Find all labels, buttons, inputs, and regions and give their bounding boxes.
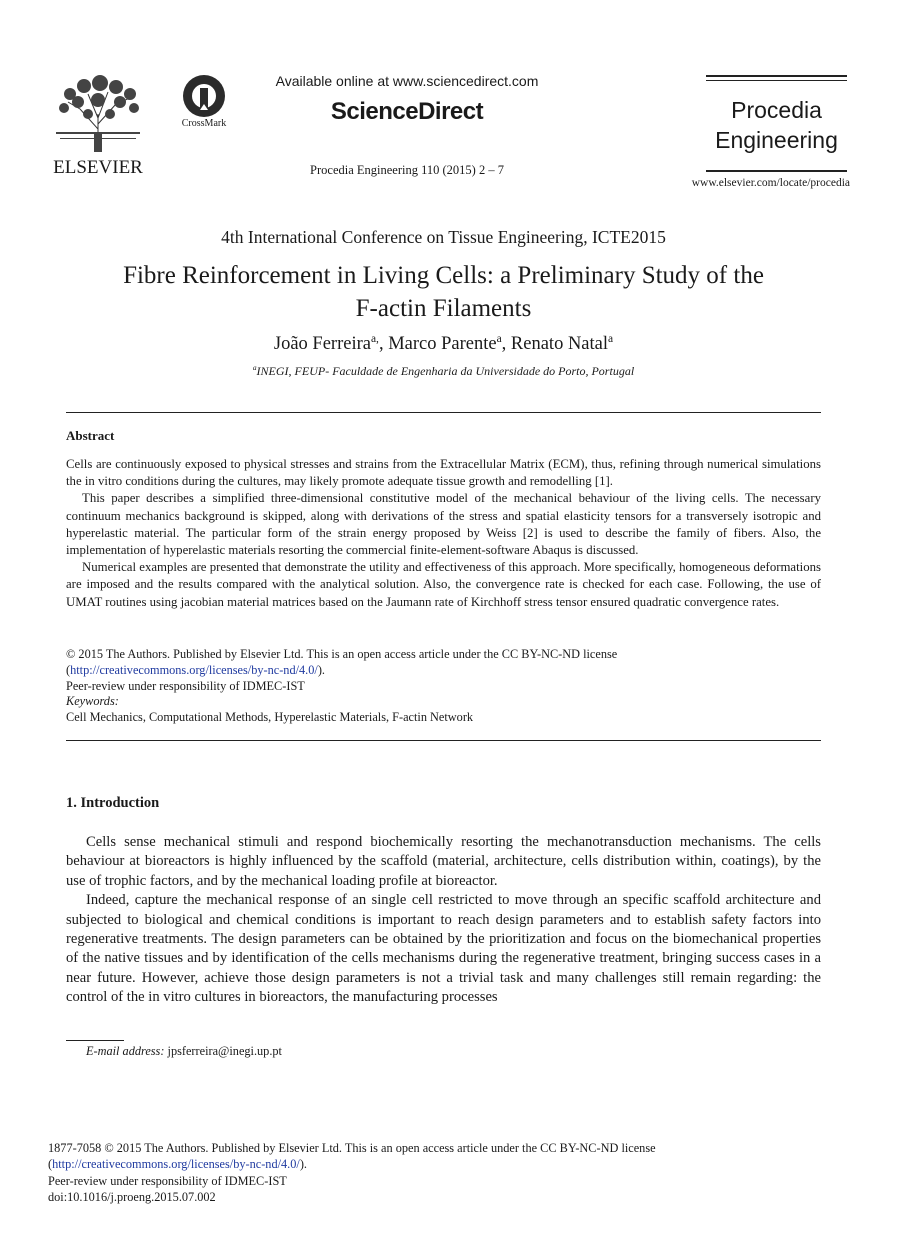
abstract-top-rule bbox=[66, 412, 821, 413]
introduction-paragraph: Indeed, capture the mechanical response of an single cell restricted to move through an specific scaffold architecture and subjected to biological and chemical conditions is important to reach design parameters and to establish safety factors into regenerative treatments. The design parameters can be obtained by the prioritization and focus on the biomechanical properties of the native tissues and by identification of the cells mechanisms during the regenerative treatment, bringing success cases in a near future. However, achieve those design parameters is not a trivial task and many challenges still remain regarding: the control of the in vitro cultures in bioreactors, the manufacturing processes bbox=[66, 892, 821, 1006]
footer-copyright: 1877-7058 © 2015 The Authors. Published by Elsevier Ltd. This is an open access article under the CC BY-NC-ND license bbox=[48, 1141, 656, 1155]
abstract-heading: Abstract bbox=[66, 428, 115, 443]
conference-name: 4th International Conference on Tissue Engineering, ICTE2015 bbox=[221, 227, 666, 247]
abstract-meta bbox=[66, 647, 821, 726]
author: Renato Natal$^a$ bbox=[510, 332, 614, 354]
elsevier-wordmark: ELSEVIER bbox=[53, 157, 143, 178]
keywords-list: Cell Mechanics, Computational Methods, Hyperelastic Materials, F-actin Network bbox=[66, 710, 474, 725]
paper-title bbox=[40, 259, 847, 325]
journal-top-rule-thick bbox=[706, 75, 847, 77]
journal-title-line1: Procedia bbox=[731, 97, 822, 123]
footer-peer-review: Peer-review under responsibility of IDMEC-IST bbox=[48, 1173, 287, 1188]
sciencedirect-logo: ScienceDirect bbox=[330, 98, 484, 125]
keywords-label: Keywords: bbox=[66, 694, 119, 709]
journal-bottom-rule bbox=[706, 170, 847, 172]
footer-doi[interactable]: doi:10.1016/j.proeng.2015.07.002 bbox=[48, 1189, 216, 1204]
copyright-line: © 2015 The Authors. Published by Elsevier Ltd. This is an open access article under the CC BY-NC-ND license bbox=[66, 647, 618, 661]
crossmark-label: CrossMark bbox=[181, 118, 227, 129]
footnote-label: E-mail address: bbox=[86, 1044, 165, 1058]
abstract-paragraph: Numerical examples are presented that demonstrate the utility and effectiveness of this approach. More specifically, homogeneous deformations are imposed and the results compared with the analytical solution. Also, the convergence rate is checked for each case. Following, the use of UMAT routines using jacobian material matrices based on the Jaumann rate of Kirchhoff stress tensor ensured quadratic convergence rates. bbox=[66, 560, 821, 609]
abstract-bottom-rule bbox=[66, 740, 821, 741]
journal-title-line2: Engineering bbox=[715, 127, 838, 153]
footnote-email bbox=[86, 1044, 282, 1059]
footnote-rule bbox=[66, 1040, 124, 1041]
author-list bbox=[60, 334, 827, 355]
abstract-paragraph: This paper describes a simplified three-dimensional constitutive model of the mechanical behaviour of the living cells. The necessary continuum mechanics background is skipped, along with derivations of the stress and spatial elasticity tensors for a transversely isotropic and hyperelastic material. The particular form of the strain energy proposed by Weiss [2] is used to describe the family of fibers. Also, the implementation of hyperelastic materials resorting the commercial finite-element-software Abaqus is discussed. bbox=[66, 491, 821, 558]
paper-title-line2: F-actin Filaments bbox=[355, 295, 532, 322]
footnote-email-address[interactable]: jpsferreira@inegi.up.pt bbox=[167, 1044, 282, 1058]
available-online: Available online at www.sciencedirect.com bbox=[275, 73, 539, 89]
section-heading-introduction: 1. Introduction bbox=[66, 795, 160, 811]
author: João Ferreira$^{a,}$, bbox=[273, 332, 389, 354]
footer-license-link[interactable]: http://creativecommons.org/licenses/by-nc-nd/4.0/ bbox=[52, 1157, 300, 1172]
elsevier-tree-icon bbox=[50, 74, 146, 154]
abstract-body bbox=[66, 456, 821, 611]
journal-top-rule-thin bbox=[706, 80, 847, 81]
elsevier-logo bbox=[50, 74, 146, 178]
journal-url[interactable]: www.elsevier.com/locate/procedia bbox=[691, 177, 850, 189]
crossmark-logo[interactable] bbox=[176, 74, 232, 136]
license-line: (http://creativecommons.org/licenses/by-nc-nd/4.0/). bbox=[66, 662, 325, 677]
paper-title-line1: Fibre Reinforcement in Living Cells: a Preliminary Study of the bbox=[123, 262, 764, 289]
crossmark-icon bbox=[176, 74, 232, 118]
abstract-paragraph: Cells are continuously exposed to physical stresses and strains from the Extracellular Matrix (ECM), thus, refining through numerical simulations the in vitro conditions during the cultures, may likely promote adequate tissue growth and remodelling [1]. bbox=[66, 457, 821, 489]
affiliation: $^a$INEGI, FEUP- Faculdade de Engenharia da Universidade do Porto, Portugal bbox=[252, 363, 635, 378]
page-footer bbox=[48, 1140, 828, 1205]
author: Marco Parente$^a$, bbox=[388, 332, 511, 354]
introduction-body bbox=[66, 833, 821, 1008]
introduction-paragraph: Cells sense mechanical stimuli and respond biochemically resorting the mechanotransduction mechanisms. The cells behaviour at bioreactors is highly influenced by the scaffold (material, architecture, cells distribution within, coatings), by the use of trophic factors, and by the mechanical loading profile at bioreactor. bbox=[66, 834, 821, 889]
footer-license: (http://creativecommons.org/licenses/by-nc-nd/4.0/). bbox=[48, 1157, 307, 1172]
peer-review-line: Peer-review under responsibility of IDMEC-IST bbox=[66, 678, 305, 693]
license-link[interactable]: http://creativecommons.org/licenses/by-nc-nd/4.0/ bbox=[70, 662, 318, 677]
journal-reference: Procedia Engineering 110 (2015) 2 – 7 bbox=[310, 163, 504, 177]
journal-title bbox=[706, 95, 847, 155]
